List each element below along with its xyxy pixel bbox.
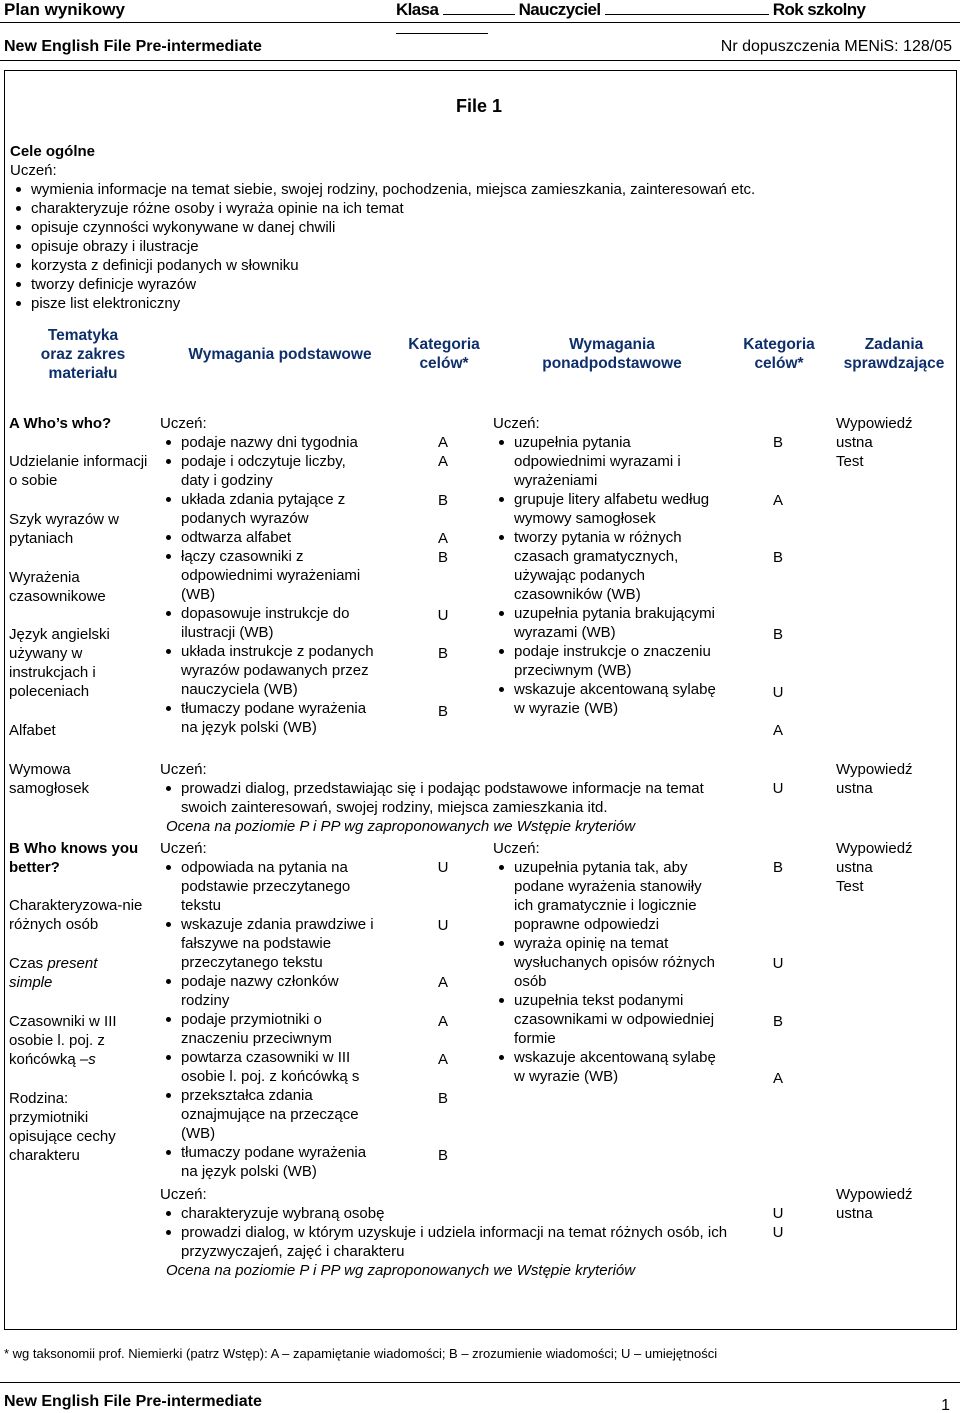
- section-b-full: [160, 1185, 830, 1280]
- basic-list: [160, 858, 378, 1181]
- category: U: [437, 917, 449, 934]
- task: Wypowiedź ustna: [836, 415, 913, 451]
- list-item: podaje przymiotniki o znaczeniu przeciwnym: [160, 1010, 378, 1048]
- section-b-title: [9, 839, 149, 877]
- nauczyciel-label: Nauczyciel: [518, 0, 601, 19]
- header-line: celów*: [754, 355, 804, 372]
- goals-uczen: Uczeń:: [10, 162, 57, 179]
- topic: Wymowa samogłosek: [9, 761, 90, 797]
- file-title: File 1: [456, 96, 503, 116]
- list-item: wyraża opinię na temat wysłuchanych opisów różnych osób: [493, 934, 718, 991]
- topic: Wyrażenia czasownikowe: [9, 569, 106, 605]
- full-list: [160, 1204, 730, 1261]
- list-item: tworzy pytania w różnych czasach gramatycznych, używając podanych czasowników (WB): [493, 528, 723, 604]
- header-line: Wymagania: [569, 336, 655, 353]
- section-b-full-task: Wypowiedź ustna: [836, 1186, 913, 1222]
- header-basic: Wymagania podstawowe: [188, 346, 372, 363]
- header-line: Kategoria: [408, 336, 480, 353]
- header-line: Kategoria: [743, 336, 815, 353]
- basic-list: [160, 433, 378, 737]
- header-line: sprawdzające: [843, 355, 945, 372]
- category: U: [437, 859, 449, 876]
- list-item: odtwarza alfabet: [160, 528, 378, 547]
- category: A: [772, 722, 783, 739]
- uczen-label: Uczeń:: [160, 840, 207, 857]
- category: A: [437, 1013, 448, 1030]
- header-line: Tematyka: [47, 327, 119, 344]
- section-a-tasks: [836, 414, 954, 471]
- topic: Czasowniki w III osobie l. poj. z końcówką –s: [9, 1013, 117, 1068]
- approval-number: Nr dopuszczenia MENiS: 128/05: [720, 38, 952, 55]
- ocena-note: Ocena na poziomie P i PP wg zaproponowanych we Wstępie kryteriów: [166, 818, 636, 835]
- header-fields: [396, 0, 956, 38]
- section-a-title: A Who’s who?: [9, 415, 112, 432]
- full-list: [160, 779, 730, 817]
- topic: Czas present simple: [9, 955, 98, 991]
- list-item: opisuje czynności wykonywane w danej chwili: [10, 218, 950, 237]
- task: Test: [836, 453, 864, 470]
- list-item: podaje i odczytuje liczby, daty i godziny: [160, 452, 378, 490]
- list-item: podaje nazwy członków rodziny: [160, 972, 378, 1010]
- list-item: tłumaczy podane wyrażenia na język polski (WB): [160, 699, 378, 737]
- list-item: układa instrukcje z podanych wyrazów podawanych przez nauczyciela (WB): [160, 642, 378, 699]
- footnote: * wg taksonomii prof. Niemierki (patrz Wstęp): A – zapamiętanie wiadomości; B – zrozumienie wiadomości; U – umiejętności: [4, 1346, 718, 1361]
- category: B: [772, 859, 783, 876]
- advanced-list: [493, 858, 718, 1086]
- list-item: podaje instrukcje o znaczeniu przeciwnym (WB): [493, 642, 723, 680]
- list-item: uzupełnia pytania brakującymi wyrazami (WB): [493, 604, 723, 642]
- section-a-full-task: Wypowiedź ustna: [836, 761, 913, 797]
- list-item: układa zdania pytające z podanych wyrazów: [160, 490, 378, 528]
- klasa-label: Klasa: [396, 0, 439, 19]
- list-item: korzysta z definicji podanych w słowniku: [10, 256, 950, 275]
- list-item: podaje nazwy dni tygodnia: [160, 433, 378, 452]
- section-b-advanced: [493, 839, 733, 1086]
- section-a-topics: [9, 414, 157, 433]
- topic: Rodzina: przymiotniki opisujące cechy charakteru: [9, 1090, 116, 1164]
- advanced-list: [493, 433, 723, 718]
- category: B: [437, 1090, 448, 1107]
- list-item: wskazuje akcentowaną sylabę w wyrazie (WB): [493, 1048, 718, 1086]
- header-line: celów*: [419, 355, 469, 372]
- header-line: oraz zakres: [40, 346, 126, 363]
- header-topic: [9, 326, 157, 383]
- list-item: tworzy definicje wyrazów: [10, 275, 950, 294]
- category: U: [772, 780, 784, 797]
- ocena-note: Ocena na poziomie P i PP wg zaproponowanych we Wstępie kryteriów: [166, 1262, 636, 1279]
- header-advanced: [490, 335, 734, 373]
- divider: [0, 60, 960, 61]
- category: B: [772, 1013, 783, 1030]
- category: B: [772, 434, 783, 451]
- list-item: uzupełnia pytania tak, aby podane wyrażenia stanowiły ich gramatycznie i logicznie poprawne odpowiedzi: [493, 858, 718, 934]
- category: B: [437, 703, 448, 720]
- list-item: charakteryzuje różne osoby i wyraża opinie na ich temat: [10, 199, 950, 218]
- uczen-label: Uczeń:: [160, 1186, 207, 1203]
- list-item: opisuje obrazy i ilustracje: [10, 237, 950, 256]
- category: B: [437, 645, 448, 662]
- category: B: [437, 492, 448, 509]
- category: U: [772, 955, 784, 972]
- header-tasks: [832, 335, 956, 373]
- uczen-label: Uczeń:: [493, 415, 540, 432]
- category: A: [772, 492, 783, 509]
- list-item: wymienia informacje na temat siebie, swojej rodziny, pochodzenia, miejsca zamieszkania, zainteresowań etc.: [10, 180, 950, 199]
- list-item: prowadzi dialog, przedstawiając się i podając podstawowe informacje na temat swoich zainteresowań, swojej rodziny, miejsca zamieszkania itd.: [160, 779, 730, 817]
- list-item: wskazuje akcentowaną sylabę w wyrazie (WB): [493, 680, 723, 718]
- topic: Szyk wyrazów w pytaniach: [9, 511, 120, 547]
- category: U: [772, 1224, 784, 1241]
- topic: Alfabet: [9, 722, 56, 739]
- header-line: Zadania: [864, 336, 924, 353]
- topic: Charakteryzowa-nie różnych osób: [9, 897, 143, 933]
- category: A: [437, 530, 448, 547]
- page-number: 1: [941, 1397, 950, 1413]
- section-b-tasks: [836, 839, 954, 896]
- book-title: New English File Pre-intermediate: [4, 38, 262, 55]
- section-b-basic: [160, 839, 400, 1181]
- goals-list: [10, 180, 950, 313]
- category: B: [437, 1147, 448, 1164]
- category: U: [772, 684, 784, 701]
- plan-title: Plan wynikowy: [4, 0, 125, 19]
- list-item: uzupełnia tekst podanymi czasownikami w odpowiedniej formie: [493, 991, 718, 1048]
- list-item: dopasowuje instrukcje do ilustracji (WB): [160, 604, 378, 642]
- category: B: [437, 549, 448, 566]
- header-category-advanced: [733, 335, 825, 373]
- divider: [0, 22, 960, 23]
- category: A: [437, 434, 448, 451]
- category: U: [772, 1205, 784, 1222]
- list-item: grupuje litery alfabetu według wymowy samogłosek: [493, 490, 723, 528]
- rok-label: Rok szkolny: [772, 0, 866, 19]
- list-item: przekształca zdania oznajmujące na przeczące (WB): [160, 1086, 378, 1143]
- list-item: łączy czasowniki z odpowiednimi wyrażeniami (WB): [160, 547, 378, 604]
- section-a-advanced: [493, 414, 733, 718]
- top-header: [4, 0, 956, 19]
- uczen-label: Uczeń:: [160, 761, 207, 778]
- category: A: [437, 453, 448, 470]
- section-a-basic: [160, 414, 400, 737]
- nauczyciel-field[interactable]: [605, 1, 769, 15]
- list-item: odpowiada na pytania na podstawie przeczytanego tekstu: [160, 858, 378, 915]
- category: B: [772, 549, 783, 566]
- category: B: [772, 626, 783, 643]
- list-item: wskazuje zdania prawdziwe i fałszywe na podstawie przeczytanego tekstu: [160, 915, 378, 972]
- topic: Udzielanie informacji o sobie: [9, 453, 148, 489]
- klasa-field[interactable]: [443, 1, 515, 15]
- list-item: pisze list elektroniczny: [10, 294, 950, 313]
- footer-book-title: New English File Pre-intermediate: [4, 1393, 262, 1410]
- category: A: [437, 974, 448, 991]
- list-item: powtarza czasowniki w III osobie l. poj. z końcówką s: [160, 1048, 378, 1086]
- section-a-full: [160, 760, 830, 836]
- list-item: prowadzi dialog, w którym uzyskuje i udziela informacji na temat różnych osób, ich przyzwyczajeń, zajęć i charakteru: [160, 1223, 730, 1261]
- list-item: charakteryzuje wybraną osobę: [160, 1204, 730, 1223]
- section-a-full-category: [735, 779, 821, 798]
- category: A: [772, 1070, 783, 1087]
- uczen-label: Uczeń:: [493, 840, 540, 857]
- goals-title: Cele ogólne: [10, 143, 96, 160]
- general-goals: [10, 142, 950, 313]
- header-category-basic: [398, 335, 490, 373]
- category: U: [437, 607, 449, 624]
- header-line: materiału: [48, 365, 118, 382]
- task: Wypowiedź ustna: [836, 840, 913, 876]
- list-item: uzupełnia pytania odpowiednimi wyrazami i wyrażeniami: [493, 433, 723, 490]
- section-title: B Who knows you better?: [9, 840, 139, 876]
- divider: [0, 1382, 960, 1383]
- task: Test: [836, 878, 864, 895]
- topic: Język angielski używany w instrukcjach i poleceniach: [9, 626, 110, 700]
- category: A: [437, 1051, 448, 1068]
- uczen-label: Uczeń:: [160, 415, 207, 432]
- header-line: ponadpodstawowe: [542, 355, 682, 372]
- list-item: tłumaczy podane wyrażenia na język polski (WB): [160, 1143, 378, 1181]
